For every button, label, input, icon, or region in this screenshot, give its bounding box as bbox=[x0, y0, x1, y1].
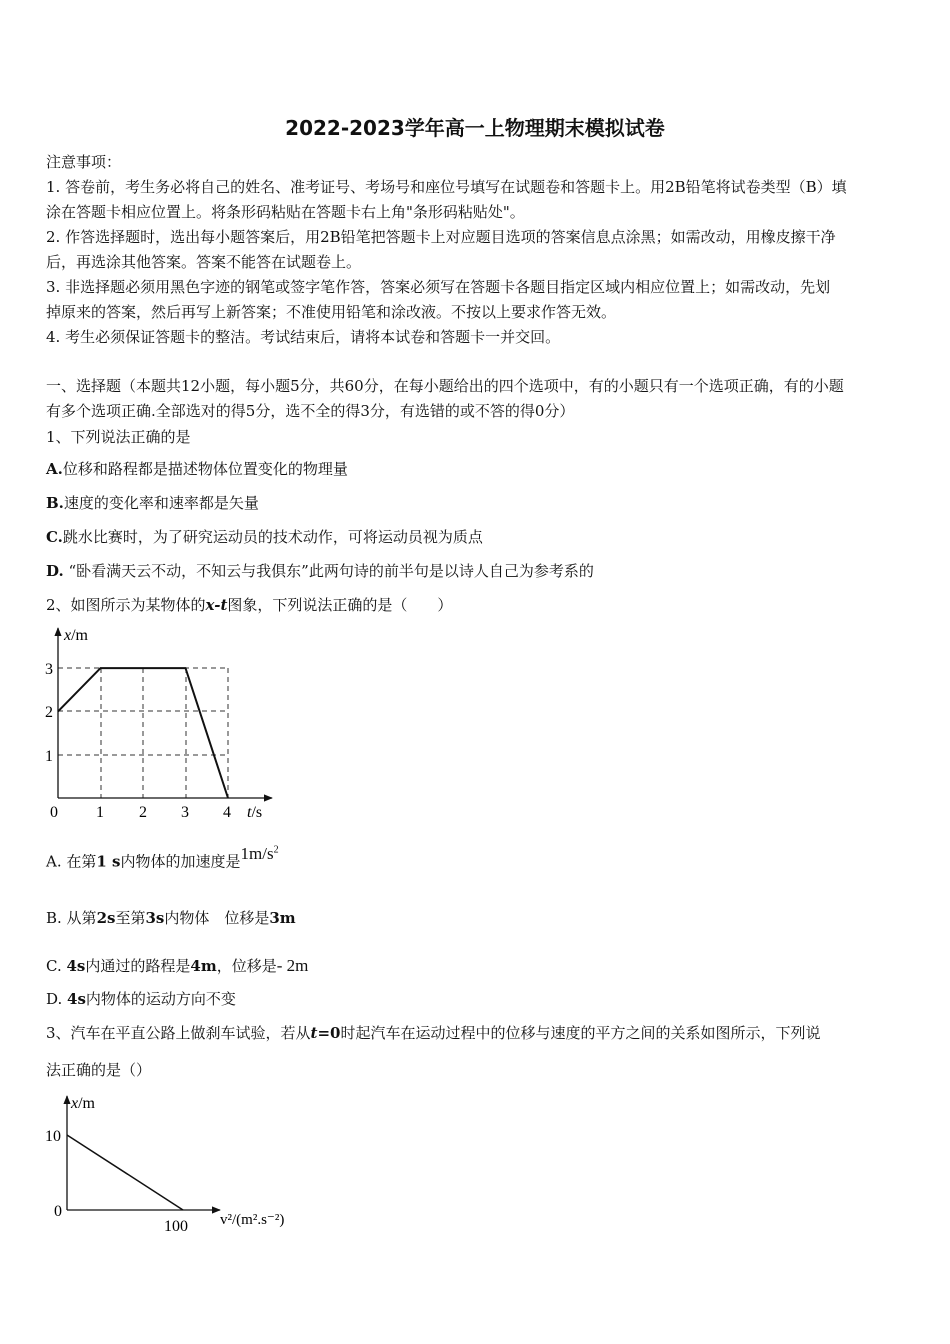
q2-b-pre: B. 从第 bbox=[46, 909, 97, 927]
q2-x-tick-3: 3 bbox=[181, 804, 189, 821]
q2-y-tick-1: 1 bbox=[45, 748, 53, 765]
q2-y-tick-2: 2 bbox=[45, 704, 53, 721]
q2-a-value bbox=[241, 844, 279, 863]
q2-a-value-base: 1m/s bbox=[240, 843, 274, 863]
q2-y-axis-var: x bbox=[64, 627, 72, 644]
q2-x-axis-var: t bbox=[247, 804, 252, 821]
page-title: 2022-2023学年高一上物理期末模拟试卷 bbox=[285, 116, 665, 140]
q2-d-post: 内物体的运动方向不变 bbox=[85, 990, 236, 1008]
q2-c-bold2: 4m bbox=[190, 957, 217, 975]
q2-stem-var: x-t bbox=[205, 596, 228, 614]
q3-stem-1 bbox=[46, 1021, 821, 1045]
q2-y-axis-unit: /m bbox=[71, 627, 88, 644]
q2-d-bold: 4s bbox=[67, 990, 86, 1008]
q2-y-tick-3: 3 bbox=[45, 661, 53, 678]
section-instructions-1: 一、选择题（本题共12小题，每小题5分，共60分，在每小题给出的四个选项中，有的小题只有一个选项正确，有的小题 bbox=[46, 377, 844, 395]
q1-option-b-label: B. bbox=[46, 494, 64, 512]
q2-a-value-exp: 2 bbox=[273, 844, 279, 855]
q2-c-value: - 2m bbox=[276, 956, 309, 975]
q3-y-axis-label bbox=[70, 1095, 96, 1112]
q3-x-v2-line bbox=[67, 1135, 183, 1210]
q2-b-bold2: 3s bbox=[145, 909, 165, 927]
q2-b-bold1: 2s bbox=[96, 909, 116, 927]
q2-c-mid: 内通过的路程是 bbox=[85, 957, 191, 975]
q2-xt-graph bbox=[40, 620, 280, 825]
q2-option-d bbox=[46, 987, 236, 1011]
q2-grid bbox=[58, 668, 228, 798]
q2-x-tick-2: 2 bbox=[139, 804, 147, 821]
q2-stem-pre: 2、如图所示为某物体的 bbox=[46, 596, 206, 614]
q2-option-c bbox=[46, 954, 308, 978]
q3-y-axis-var: x bbox=[71, 1095, 79, 1112]
notice-heading: 注意事项： bbox=[46, 153, 122, 171]
q2-x-tick-0: 0 bbox=[50, 804, 58, 821]
q1-option-a-text: 位移和路程都是描述物体位置变化的物理量 bbox=[62, 460, 348, 478]
q3-y-value: 10 bbox=[45, 1128, 61, 1145]
q3-stem-2: 法正确的是（） bbox=[46, 1061, 152, 1079]
q1-option-b bbox=[46, 491, 259, 515]
q3-x-v2-graph bbox=[40, 1088, 320, 1238]
notice-line-3: 2. 作答选择题时，选出每小题答案后，用2B铅笔把答题卡上对应题目选项的答案信息点涂黑；如需改动，用橡皮擦干净 bbox=[46, 228, 836, 246]
q1-option-b-text: 速度的变化率和速率都是矢量 bbox=[63, 494, 259, 512]
q3-x-axis-label: v²/(m².s⁻²) bbox=[220, 1212, 285, 1228]
q3-stem-post: 时起汽车在运动过程中的位移与速度的平方之间的关系如图所示，下列说 bbox=[340, 1024, 821, 1042]
q2-b-mid: 至第 bbox=[115, 909, 146, 927]
q3-origin: 0 bbox=[54, 1203, 62, 1220]
q1-option-c bbox=[46, 525, 483, 549]
q1-stem: 1、下列说法正确的是 bbox=[46, 428, 191, 446]
q2-x-axis-unit: /s bbox=[251, 804, 263, 821]
notice-line-5: 3. 非选择题必须用黑色字迹的钢笔或签字笔作答，答案必须写在答题卡各题目指定区域内相应位置上；如需改动，先划 bbox=[46, 278, 831, 296]
q2-b-post: 内物体 位移是 bbox=[164, 909, 270, 927]
q2-a-bold: 1 s bbox=[96, 852, 121, 871]
notice-line-1: 1. 答卷前，考生务必将自己的姓名、准考证号、考场号和座位号填写在试题卷和答题卡上。用2B铅笔将试卷类型（B）填 bbox=[46, 178, 847, 196]
notice-line-6: 掉原来的答案，然后再写上新答案；不准使用铅笔和涂改液。不按以上要求作答无效。 bbox=[46, 303, 617, 321]
q2-option-b bbox=[46, 906, 296, 930]
q1-option-a bbox=[46, 457, 348, 481]
q1-option-c-label: C. bbox=[46, 528, 63, 546]
q2-a-pre: A. 在第 bbox=[46, 852, 97, 871]
q3-stem-var: t bbox=[310, 1024, 318, 1042]
q2-c-pre: C. bbox=[46, 957, 67, 975]
q2-d-pre: D. bbox=[46, 990, 68, 1008]
q3-stem-pre: 3、汽车在平直公路上做刹车试验，若从 bbox=[46, 1024, 311, 1042]
q2-x-tick-1: 1 bbox=[96, 804, 104, 821]
q1-option-d bbox=[46, 559, 594, 583]
q1-option-d-label: D. bbox=[46, 562, 64, 580]
q2-y-axis-label bbox=[63, 627, 89, 644]
q2-x-axis-label bbox=[247, 804, 262, 821]
q1-option-a-label: A. bbox=[46, 460, 63, 478]
q2-b-bold3: 3m bbox=[269, 909, 296, 927]
q1-option-c-text: 跳水比赛时，为了研究运动员的技术动作，可将运动员视为质点 bbox=[62, 528, 483, 546]
q2-stem bbox=[46, 593, 452, 617]
q3-stem-eq: =0 bbox=[317, 1024, 341, 1042]
q2-a-post: 内物体的加速度是 bbox=[120, 852, 241, 871]
q2-c-bold1: 4s bbox=[66, 957, 86, 975]
q1-option-d-text: “卧看满天云不动，不知云与我俱东”此两句诗的前半句是以诗人自己为参考系的 bbox=[68, 562, 594, 580]
q2-stem-post: 图象，下列说法正确的是（ ） bbox=[227, 596, 453, 614]
notice-line-7: 4. 考生必须保证答题卡的整洁。考试结束后，请将本试卷和答题卡一并交回。 bbox=[46, 328, 561, 346]
q2-option-a bbox=[46, 843, 279, 874]
notice-line-4: 后，再选涂其他答案。答案不能答在试题卷上。 bbox=[46, 253, 362, 271]
q3-x-value: 100 bbox=[164, 1218, 188, 1235]
notice-line-2: 涂在答题卡相应位置上。将条形码粘贴在答题卡右上角"条形码粘贴处"。 bbox=[46, 203, 525, 221]
section-instructions-2: 有多个选项正确.全部选对的得5分，选不全的得3分，有选错的或不答的得0分） bbox=[46, 402, 575, 420]
q3-y-axis-unit: /m bbox=[78, 1095, 95, 1112]
q2-c-post: ，位移是 bbox=[216, 957, 277, 975]
q2-x-tick-4: 4 bbox=[223, 804, 231, 821]
